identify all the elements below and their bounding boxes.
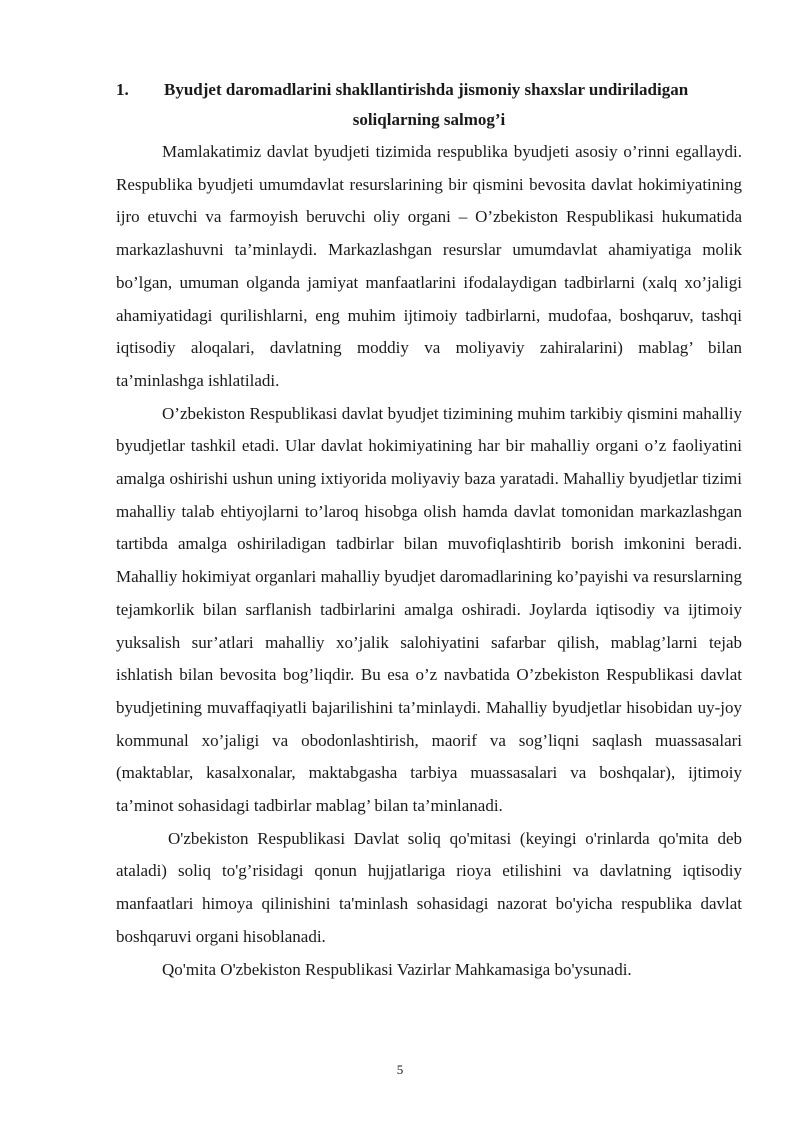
body-text <box>116 136 742 986</box>
paragraph-3: O'zbekiston Respublikasi Davlat soliq qo'mitasi (keyingi o'rinlarda qo'mita deb ataladi) soliq to'g’risidagi qonun hujjatlariga rioya etilishini va davlatning iqtisodiy manfaatlari himoya qilinishini ta'minlash sohasidagi nazorat bo'yicha respublika davlat boshqaruvi organi hisoblanadi. <box>116 828 742 946</box>
section-heading <box>116 75 742 135</box>
paragraph-1: Mamlakatimiz davlat byudjeti tizimida respublika byudjeti asosiy o’rinni egallaydi. Respublika byudjeti umumdavlat resurslarining bir qismini bevosita davlat hokimiyatining ijro etuvchi va farmoyish beruvchi oliy organi – O’zbekiston Respublikasi hukumatida markazlashuvni ta’minlaydi. Markazlashgan resurslar umumdavlat ahamiyatiga molik bo’lgan, umuman olganda jamiyat manfaatlarini ifodalaydigan tadbirlarni (xalq xo’jaligi ahamiyatidagi qurilishlarni, eng muhim ijtimoiy tadbirlarni, mudofaa, boshqaruv, tashqi iqtisodiy aloqalari, davlatning moddiy va moliyaviy zahiralarini) mablag’ bilan ta’minlashga ishlatiladi. <box>116 142 742 390</box>
heading-text-line-2: soliqlarning salmog’i <box>352 110 506 129</box>
heading-text-line-1: Byudjet daromadlarini shakllantirishda jismoniy shaxslar undiriladigan <box>164 80 689 99</box>
heading-number: 1. <box>116 80 129 99</box>
heading-line-1 <box>116 75 742 105</box>
paragraph-2: O’zbekiston Respublikasi davlat byudjet tizimining muhim tarkibiy qismini mahalliy byudjetlar tashkil etadi. Ular davlat hokimiyatining har bir mahalliy organi o’z faoliyatini amalga oshirishi ushun uning ixtiyorida moliyaviy baza yaratadi. Mahalliy byudjetlar tizimi mahalliy talab ehtiyojlarni to’laroq hisobga olish hamda davlat tomonidan markazlashgan tartibda amalga oshiriladigan tadbirlar bilan muvofiqlashtirib borish imkonini beradi. Mahalliy hokimiyat organlari mahalliy byudjet daromadlarining ko’payishi va resurslarning tejamkorlik bilan sarflanish tadbirlarini amalga oshiradi. Joylarda iqtisodiy va ijtimoiy yuksalish sur’atlari mahalliy xo’jalik salohiyatini safarbar qilish, mablag’larni tejab ishlatish bilan bevosita bog’liqdir. Bu esa o’z navbatida O’zbekiston Respublikasi davlat byudjetining muvaffaqiyatli bajarilishini ta’minlaydi. Mahalliy byudjetlar hisobidan uy-joy kommunal xo’jaligi va obodonlashtirish, maorif va sog’liqni saqlash muassasalari (maktablar, kasalxonalar, maktabgasha tarbiya muassasalari va boshqalar), ijtimoiy ta’minot sohasidagi tadbirlar mablag’ bilan ta’minlanadi. <box>116 403 742 816</box>
page-number: 5 <box>396 1062 404 1077</box>
paragraph-4: Qo'mita O'zbekiston Respublikasi Vazirlar Mahkamasiga bo'ysunadi. <box>162 959 632 979</box>
